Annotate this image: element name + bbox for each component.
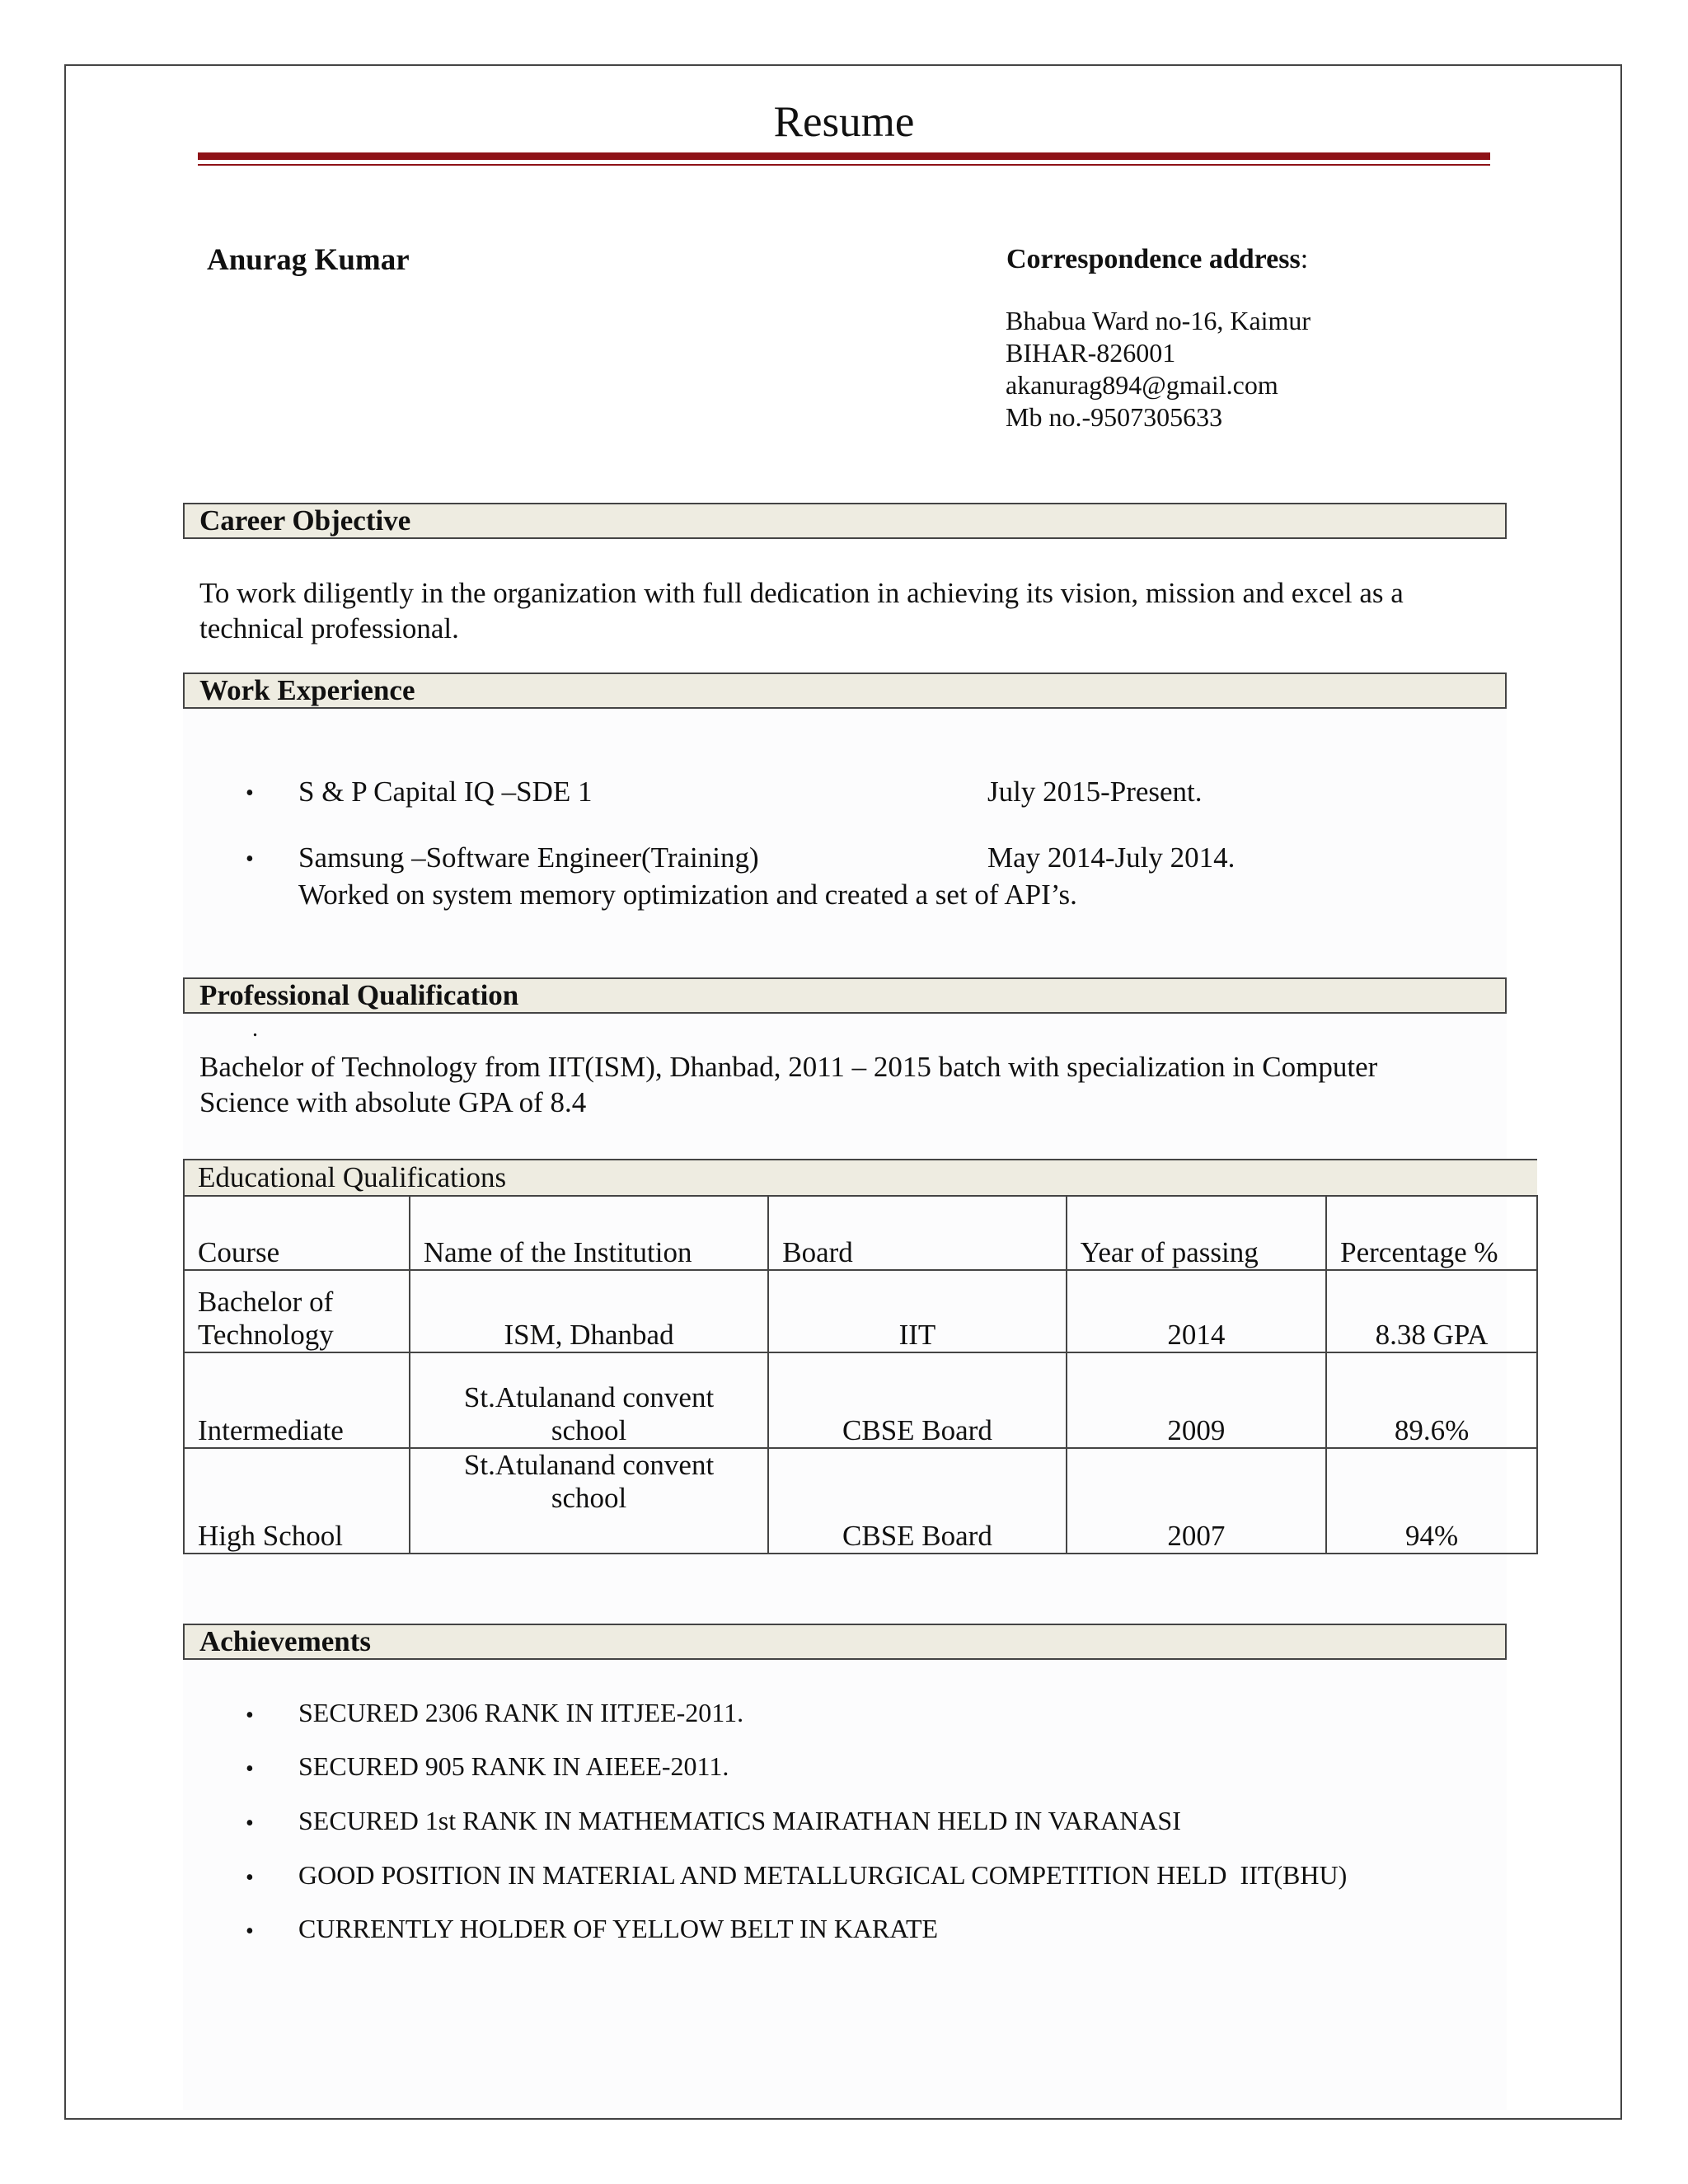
bullet: • <box>246 1919 254 1944</box>
course-line: Technology <box>198 1319 334 1351</box>
address-line: BIHAR-826001 <box>1006 338 1176 368</box>
address-line: Bhabua Ward no-16, Kaimur <box>1006 306 1311 335</box>
table-cell-course <box>184 1270 410 1352</box>
candidate-name: Anurag Kumar <box>207 243 410 277</box>
experience-period: May 2014-July 2014. <box>987 841 1236 874</box>
stray-dot: . <box>252 1016 258 1042</box>
table-cell-course: High School <box>184 1448 410 1554</box>
table-cell-year: 2009 <box>1067 1352 1327 1448</box>
table-cell-percentage: 89.6% <box>1326 1352 1537 1448</box>
table-cell-institution <box>410 1270 768 1352</box>
table-cell-year: 2007 <box>1067 1448 1327 1554</box>
table-cell-board: CBSE Board <box>768 1448 1066 1554</box>
bullet: • <box>246 846 254 872</box>
correspondence-label-text: Correspondence address <box>1006 244 1301 274</box>
table-cell-course: Intermediate <box>184 1352 410 1448</box>
section-heading-professional-qualification: Professional Qualification <box>183 977 1507 1014</box>
column-header: Board <box>768 1196 1066 1270</box>
title-rule-thick <box>198 152 1490 160</box>
table-cell-year: 2014 <box>1067 1270 1327 1352</box>
institution-line: St.Atulanand convent <box>463 1449 715 1481</box>
career-objective-text-2: technical professional. <box>199 612 459 644</box>
institution-line: school <box>551 1482 627 1514</box>
career-objective-text-1: To work diligently in the organization with full dedication in achieving its vision, mission and excel as a <box>199 577 1404 609</box>
column-header: Course <box>184 1196 410 1270</box>
institution-line: ISM, Dhanbad <box>504 1319 674 1351</box>
email-address[interactable]: akanurag894@gmail.com <box>1006 370 1278 400</box>
table-header-row <box>184 1196 1537 1270</box>
column-header: Year of passing <box>1067 1196 1327 1270</box>
table-cell-percentage: 94% <box>1326 1448 1537 1554</box>
institution-line: school <box>551 1414 627 1446</box>
table-caption: Educational Qualifications <box>184 1160 1537 1196</box>
bullet: • <box>246 1703 254 1728</box>
course-line: Bachelor of <box>198 1286 334 1318</box>
bullet: • <box>246 780 254 806</box>
bullet: • <box>246 1756 254 1782</box>
professional-qualification-text-2: Science with absolute GPA of 8.4 <box>199 1086 587 1118</box>
table-row <box>184 1448 1537 1554</box>
correspondence-label <box>1006 244 1308 275</box>
column-header: Name of the Institution <box>410 1196 768 1270</box>
table-cell-board: CBSE Board <box>768 1352 1066 1448</box>
column-header: Percentage % <box>1326 1196 1537 1270</box>
institution-line: St.Atulanand convent <box>463 1381 715 1413</box>
experience-detail: Worked on system memory optimization and created a set of API’s. <box>298 879 1077 911</box>
experience-role: Samsung –Software Engineer(Training) <box>298 841 759 874</box>
bullet: • <box>246 1811 254 1836</box>
achievement-item: GOOD POSITION IN MATERIAL AND METALLURGICAL COMPETITION HELD IIT(BHU) <box>298 1860 1348 1890</box>
professional-qualification-text-1: Bachelor of Technology from IIT(ISM), Dhanbad, 2011 – 2015 batch with specialization in Computer <box>199 1051 1378 1083</box>
table-cell-institution <box>410 1352 768 1448</box>
achievement-item: SECURED 2306 RANK IN IITJEE-2011. <box>298 1698 744 1727</box>
achievement-item: SECURED 1st RANK IN MATHEMATICS MAIRATHAN HELD IN VARANASI <box>298 1806 1181 1835</box>
section-heading-career-objective: Career Objective <box>183 503 1507 539</box>
section-heading-work-experience: Work Experience <box>183 673 1507 709</box>
mobile-number: Mb no.-9507305633 <box>1006 402 1223 432</box>
achievement-item: SECURED 905 RANK IN AIEEE-2011. <box>298 1751 729 1781</box>
table-row <box>184 1270 1537 1352</box>
section-heading-achievements: Achievements <box>183 1624 1507 1660</box>
experience-role: S & P Capital IQ –SDE 1 <box>298 776 593 808</box>
experience-period: July 2015-Present. <box>987 776 1203 808</box>
correspondence-colon: : <box>1300 244 1309 274</box>
document-title: Resume <box>773 98 915 146</box>
table-row <box>184 1352 1537 1448</box>
educational-qualifications-table <box>183 1159 1538 1554</box>
table-cell-percentage: 8.38 GPA <box>1326 1270 1537 1352</box>
achievement-item: CURRENTLY HOLDER OF YELLOW BELT IN KARATE <box>298 1914 939 1943</box>
bullet: • <box>246 1865 254 1891</box>
table-cell-institution <box>410 1448 768 1554</box>
table-caption-row <box>184 1160 1537 1196</box>
title-rule-thin <box>198 164 1490 166</box>
table-cell-board: IIT <box>768 1270 1066 1352</box>
